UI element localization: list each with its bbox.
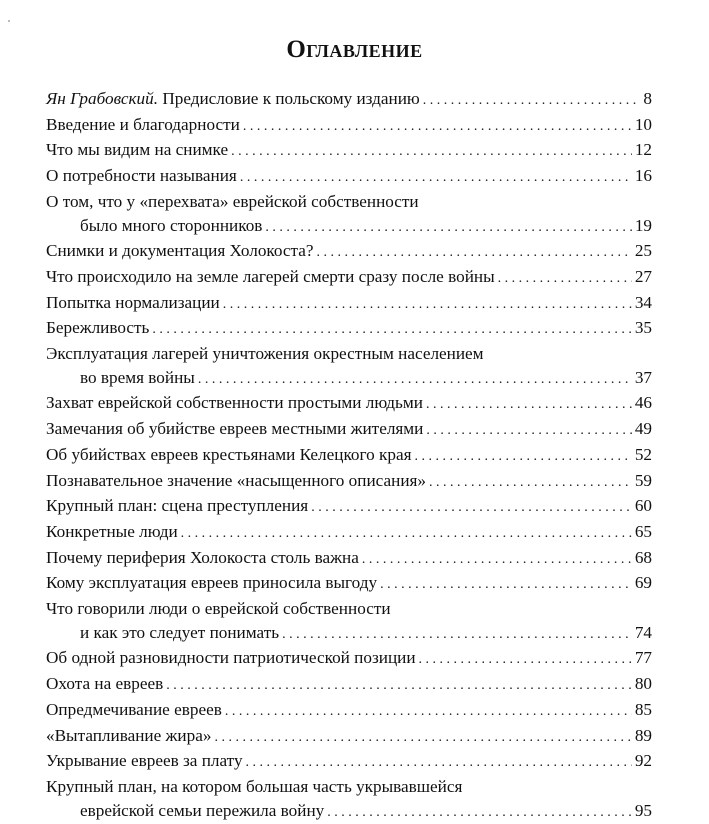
dot-leader [415,445,632,469]
toc-entry-title [46,316,149,340]
toc-entry-text: Кому эксплуатация евреев приносила выгоду [46,573,378,593]
toc-entry-title [46,443,412,467]
dot-leader [243,115,632,139]
toc-entry-text: Замечания об убийстве евреев местными жителями [46,419,424,439]
toc-page-number: 95 [634,800,652,820]
toc-entry-row [46,646,652,672]
toc-page-number: 49 [634,419,652,439]
toc-entry [46,724,652,750]
toc-entry-title [46,546,359,570]
toc-page-number: 92 [634,751,652,771]
toc-entry-row [46,724,652,750]
toc-entry-row [46,698,652,724]
toc-page-number: 85 [634,699,652,719]
toc-entry-title [46,724,211,748]
toc-entry-row [46,366,652,392]
toc-entry-title [46,391,423,415]
toc-entry [46,239,652,265]
toc-entry-title-line: О том, что у «перехвата» еврейской собственности [46,191,419,211]
toc-entry-text: Почему периферия Холокоста столь важна [46,547,359,567]
dot-leader [246,751,632,775]
toc-entry-title [46,520,178,544]
toc-entry [46,597,652,646]
toc-entry-text: Введение и благодарности [46,114,240,134]
toc-page-number: 37 [634,367,652,387]
dot-leader [166,674,632,698]
toc-entry-title-line: Эксплуатация лагерей уничтожения окрестным населением [46,344,484,364]
toc-page-number: 27 [634,266,652,286]
dot-leader [265,216,631,240]
dot-leader [311,496,632,520]
toc-entry-text: Об одной разновидности патриотической позиции [46,648,416,668]
toc-entry-text: Что происходило на земле лагерей смерти сразу после войны [46,266,495,286]
toc-page-number: 25 [634,241,652,261]
toc-page-number: 46 [634,393,652,413]
toc-entry-row [46,443,652,469]
toc-entry-text: Захват еврейской собственности простыми людьми [46,393,423,413]
toc-page-number: 8 [643,89,652,108]
dot-leader [426,393,632,417]
dot-leader [419,648,632,672]
toc-page-number: 74 [634,622,652,642]
toc-entry-text: Снимки и документация Холокоста? [46,241,314,261]
toc-entry-row [46,138,652,164]
toc-entry [46,138,652,164]
toc-page-number: 12 [634,140,652,160]
toc-entry-row [46,571,652,597]
toc-entry-text: и как это следует понимать [80,622,280,642]
toc-entry-row [46,672,652,698]
dot-leader [423,89,641,113]
toc-entry-row [46,113,652,139]
toc-page-number: 35 [634,318,652,338]
toc-entry-title-line: Крупный план, на котором большая часть укрывавшейся [46,776,463,796]
toc-entry-row [46,749,652,775]
toc-entry-title [80,621,279,645]
toc-entry-text: «Вытапливание жира» [46,725,212,745]
dot-leader [282,623,632,647]
toc-entry [46,342,652,391]
dot-leader [231,140,632,164]
toc-entry-text: Что мы видим на снимке [46,140,229,160]
toc-entry-title [46,138,228,162]
toc-entry-text: еврейской семьи пережила войну [80,800,325,820]
toc-entry [46,775,652,824]
toc-entry [46,646,652,672]
toc-entry-title [80,799,324,823]
toc-page-number: 65 [634,521,652,541]
toc-entry [46,164,652,190]
toc-entry-title [46,417,423,441]
toc-page-number: 19 [634,215,652,235]
toc-entry [46,443,652,469]
toc-entry-text: Бережливость [46,318,150,338]
toc-entry-title [46,291,220,315]
table-of-contents [46,87,652,824]
toc-entry-text: Об убийствах евреев крестьянами Келецкого края [46,444,412,464]
toc-entry-text: Познавательное значение «насыщенного описания» [46,470,427,490]
toc-entry-title [46,87,420,111]
toc-entry-title [46,265,495,289]
toc-entry [46,546,652,572]
toc-page-number: 89 [634,725,652,745]
toc-entry [46,291,652,317]
toc-entry-title [80,214,262,238]
toc-entry-text: Крупный план: сцена преступления [46,496,309,516]
dot-leader [152,318,631,342]
toc-entry-row [46,214,652,240]
toc-page-number: 10 [634,114,652,134]
toc-entry-row [46,265,652,291]
toc-entry-row [46,391,652,417]
dot-leader [327,801,632,824]
toc-entry-title [46,672,163,696]
dot-leader [429,471,632,495]
toc-entry [46,698,652,724]
toc-entry-title [46,113,240,137]
toc-entry-row [46,546,652,572]
toc-entry-author: Ян Грабовский. [46,89,159,108]
toc-entry [46,316,652,342]
toc-entry-text: Попытка нормализации [46,292,220,312]
toc-page-number: 16 [634,166,652,186]
toc-entry [46,113,652,139]
toc-page-number: 80 [634,674,652,694]
toc-entry [46,417,652,443]
toc-entry-row [46,164,652,190]
toc-page-number: 59 [634,470,652,490]
toc-entry [46,391,652,417]
toc-entry-text: Конкретные люди [46,521,178,541]
dot-leader [223,293,632,317]
toc-entry [46,672,652,698]
toc-entry [46,571,652,597]
toc-entry [46,520,652,546]
toc-entry [46,190,652,239]
toc-entry-row [46,316,652,342]
page-title: Оглавление [286,36,423,63]
toc-page-number: 52 [634,444,652,464]
toc-page-number: 60 [634,496,652,516]
toc-entry-row [46,621,652,647]
toc-page-number: 34 [634,292,652,312]
dot-leader [362,548,632,572]
toc-entry-title [46,749,243,773]
toc-entry-text: Предисловие к польскому изданию [158,89,420,108]
dot-leader [380,573,632,597]
toc-entry-row [46,469,652,495]
toc-page-number: 69 [634,573,652,593]
toc-entry [46,87,652,113]
toc-entry-title [46,494,308,518]
toc-entry-title [46,698,222,722]
toc-entry-title [46,646,416,670]
toc-entry-row [46,520,652,546]
toc-entry-row [46,87,652,113]
dot-leader [181,522,632,546]
toc-entry-text: Охота на евреев [46,674,164,694]
toc-entry-row [46,494,652,520]
toc-entry-text: О потребности называния [46,166,237,186]
toc-page-number: 77 [634,648,652,668]
toc-entry-title [80,366,195,390]
toc-entry-text: Укрывание евреев за плату [46,751,243,771]
dot-leader [214,726,631,750]
dot-leader [198,368,632,392]
dot-leader [498,267,632,291]
dot-leader [317,241,632,265]
scan-speck [8,20,10,22]
toc-entry-row [46,799,652,824]
toc-entry-title [46,469,426,493]
toc-entry-row [46,291,652,317]
toc-entry [46,265,652,291]
toc-entry-title [46,571,377,595]
toc-entry-title [46,164,237,188]
toc-page-number: 68 [634,547,652,567]
toc-entry-text: было много сторонников [80,215,263,235]
toc-entry-title-line: Что говорили люди о еврейской собственности [46,599,391,619]
toc-entry-row [46,417,652,443]
toc-entry [46,494,652,520]
dot-leader [426,419,631,443]
dot-leader [225,700,632,724]
toc-entry-row [46,239,652,265]
toc-entry-text: во время войны [80,367,195,387]
toc-entry-text: Опредмечивание евреев [46,699,222,719]
toc-entry [46,469,652,495]
toc-entry-title [46,239,314,263]
toc-entry [46,749,652,775]
dot-leader [240,166,632,190]
